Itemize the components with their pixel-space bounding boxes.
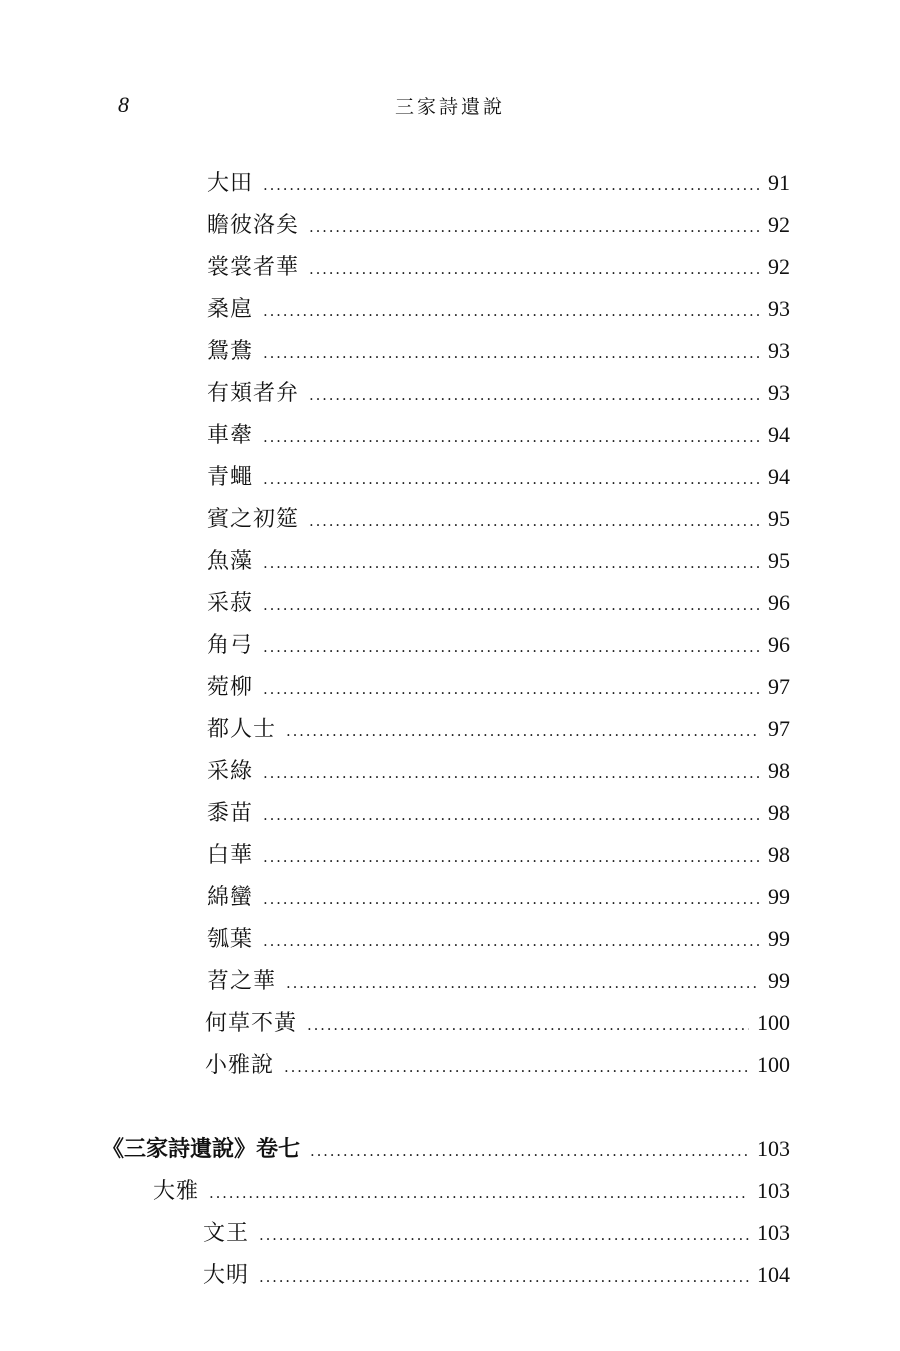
toc-entry-title: 賓之初筵: [207, 507, 300, 532]
dot-leader: [263, 462, 760, 496]
toc-entry-title: 裳裳者華: [207, 255, 300, 280]
dot-leader: [309, 252, 760, 286]
toc-entry[interactable]: [207, 334, 790, 368]
dot-leader: [309, 378, 760, 412]
toc-entry-page: 103: [757, 1220, 790, 1245]
toc-entry-title: 桑扈: [207, 297, 254, 322]
dot-leader: [259, 1218, 749, 1252]
toc-entry-page: 96: [768, 632, 790, 657]
toc-entry-page: 104: [757, 1262, 790, 1287]
dot-leader: [263, 588, 760, 622]
toc-entry-title: 魚藻: [207, 549, 254, 574]
dot-leader: [284, 1050, 749, 1084]
toc-entry-title: 大明: [203, 1263, 250, 1288]
dot-leader: [263, 798, 760, 832]
page-number: 8: [118, 92, 129, 117]
dot-leader: [309, 504, 760, 538]
toc-entry-title: 白華: [207, 843, 254, 868]
dot-leader: [259, 1260, 749, 1294]
toc-entry[interactable]: [207, 376, 790, 410]
toc-entry-title: 大田: [207, 171, 254, 196]
toc-entry[interactable]: [207, 964, 790, 998]
toc-entry-title: 采綠: [207, 759, 254, 784]
dot-leader: [263, 168, 760, 202]
toc-entry-page: 98: [768, 800, 790, 825]
toc-entry-page: 99: [768, 968, 790, 993]
toc-entry-title: 小雅說: [205, 1053, 275, 1078]
toc-entry[interactable]: [203, 1258, 790, 1292]
toc-entry-title: 苕之華: [207, 969, 277, 994]
toc-entry[interactable]: [207, 712, 790, 746]
toc-entry-title: 瞻彼洛矣: [207, 213, 300, 238]
dot-leader: [263, 840, 760, 874]
toc-entry[interactable]: [207, 502, 790, 536]
toc-entry-page: 100: [757, 1052, 790, 1077]
toc-entry[interactable]: [207, 628, 790, 662]
toc-entry-title: 綿蠻: [207, 885, 254, 910]
toc-entry-page: 97: [768, 674, 790, 699]
toc-entry-page: 98: [768, 758, 790, 783]
toc-entry-title: 菀柳: [207, 675, 254, 700]
toc-entry-title: 采菽: [207, 591, 254, 616]
toc-entry[interactable]: [207, 166, 790, 200]
toc-entry[interactable]: [207, 418, 790, 452]
toc-entry-page: 99: [768, 884, 790, 909]
toc-entry-page: 91: [768, 170, 790, 195]
toc-entry-page: 98: [768, 842, 790, 867]
toc-entry-title: 瓠葉: [207, 927, 254, 952]
dot-leader: [263, 672, 760, 706]
toc-entry[interactable]: [207, 250, 790, 284]
toc-entry-page: 95: [768, 506, 790, 531]
toc-entry-title: 《三家詩遺說》卷七: [102, 1136, 301, 1162]
dot-leader: [286, 966, 760, 1000]
toc-entry-page: 96: [768, 590, 790, 615]
toc-section-heading[interactable]: [153, 1174, 790, 1208]
toc-entry[interactable]: [205, 1006, 790, 1040]
toc-entry-page: 94: [768, 464, 790, 489]
toc-entry-page: 93: [768, 380, 790, 405]
toc-entry-title: 黍苗: [207, 801, 254, 826]
dot-leader: [310, 1134, 749, 1168]
toc-entry[interactable]: [203, 1216, 790, 1250]
dot-leader: [263, 336, 760, 370]
toc-entry-page: 100: [757, 1010, 790, 1035]
toc-entry-page: 92: [768, 254, 790, 279]
dot-leader: [309, 210, 760, 244]
dot-leader: [263, 630, 760, 664]
dot-leader: [209, 1176, 749, 1210]
toc-entry-title: 大雅: [153, 1179, 200, 1204]
toc-entry-page: 97: [768, 716, 790, 741]
toc-entry-page: 93: [768, 338, 790, 363]
toc-entry[interactable]: [207, 208, 790, 242]
toc-entry-title: 文王: [203, 1221, 250, 1246]
toc-entry[interactable]: [207, 838, 790, 872]
toc-entry-page: 93: [768, 296, 790, 321]
dot-leader: [263, 420, 760, 454]
toc-entry[interactable]: [207, 544, 790, 578]
dot-leader: [263, 294, 760, 328]
toc-entry[interactable]: [207, 670, 790, 704]
toc-entry[interactable]: [207, 754, 790, 788]
toc-entry-title: 青蠅: [207, 465, 254, 490]
dot-leader: [263, 882, 760, 916]
dot-leader: [263, 924, 760, 958]
toc-entry-title: 角弓: [207, 633, 254, 658]
toc-entry-page: 95: [768, 548, 790, 573]
toc-entry-page: 94: [768, 422, 790, 447]
toc-entry[interactable]: [207, 880, 790, 914]
toc-entry[interactable]: [207, 586, 790, 620]
toc-entry[interactable]: [205, 1048, 790, 1082]
toc-entry-page: 99: [768, 926, 790, 951]
dot-leader: [263, 546, 760, 580]
toc-entry-title: 都人士: [207, 717, 277, 742]
toc-entry-page: 103: [757, 1136, 790, 1161]
toc-entry-title: 何草不黃: [205, 1011, 298, 1036]
running-title: 三家詩遺說: [394, 96, 505, 118]
toc-entry-page: 103: [757, 1178, 790, 1203]
toc-entry[interactable]: [207, 922, 790, 956]
toc-entry-title: 車舝: [207, 423, 254, 448]
toc-entry[interactable]: [207, 460, 790, 494]
toc-entry[interactable]: [207, 292, 790, 326]
toc-volume-heading[interactable]: [102, 1132, 790, 1166]
toc-entry-title: 有頍者弁: [207, 381, 300, 406]
toc-entry-title: 鴛鴦: [207, 339, 254, 364]
dot-leader: [307, 1008, 749, 1042]
dot-leader: [263, 756, 760, 790]
toc-entry[interactable]: [207, 796, 790, 830]
toc-entry-page: 92: [768, 212, 790, 237]
dot-leader: [286, 714, 760, 748]
